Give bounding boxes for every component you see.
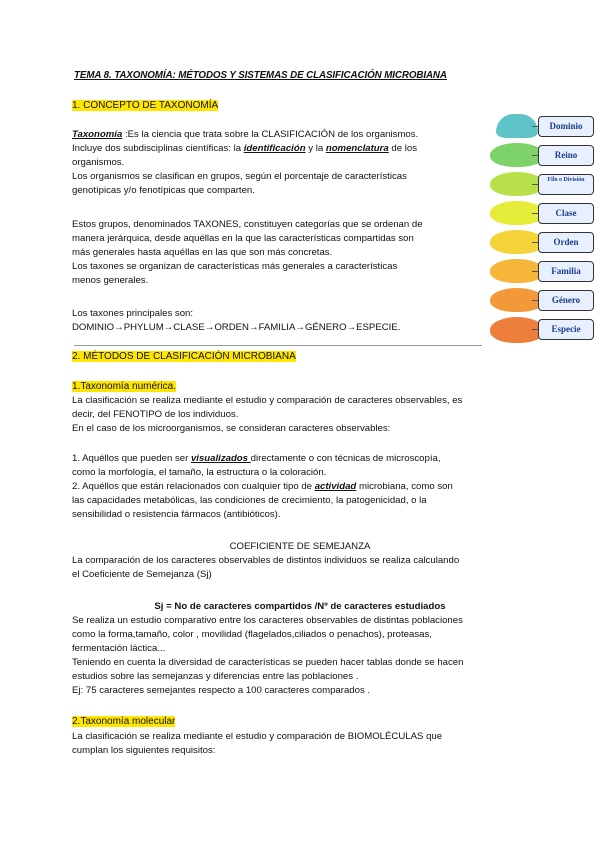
term-actividad: actividad <box>314 481 357 492</box>
coeficiente-paragraph: La comparación de los caracteres observables de distintos individuos se realiza calculando el Coeficiente de Semejanza (Sj) <box>72 555 460 580</box>
tier-dominio: Dominio <box>482 112 596 140</box>
tier-filo: Filo o División <box>482 170 596 198</box>
subsection-taxonomia-numerica: 1.Taxonomía numérica. <box>72 381 176 392</box>
term-nomenclatura: nomenclatura <box>325 143 389 154</box>
section2-heading: 2. MÉTODOS DE CLASIFICACIÓN MICROBIANA <box>72 351 296 362</box>
divider <box>74 345 482 346</box>
formula: Sj = No de caracteres compartidos /Nº de caracteres estudiados <box>154 601 446 612</box>
taxones-paragraph: Estos grupos, denominados TAXONES, constituyen categorías que se ordenan de manera jerárquica, desde aquéllas en la que las características compartidas son más generales hasta aquéllas en las que son más concretas. Los taxones se organizan de características más generales a características menos generales. <box>72 219 423 286</box>
caracteres-list: 1. Aquéllos que pueden ser visualizados directamente o con técnicas de microscopía, como la morfología, el tamaño, la estructura o la coloración. 2. Aquéllos que están relacionados con cualquier tipo de actividad microbiana, como son las capacidades metabólicas, las condiciones de crecimiento, la patogenicidad, o la sensibilidad o resistencia fármacos (antibióticos). <box>72 453 453 520</box>
tier-reino: Reino <box>482 141 596 169</box>
taxonomy-hierarchy-figure <box>482 112 596 348</box>
formula-explanation: Se realiza un estudio comparativo entre los caracteres observables de distintas poblaciones como la forma,tamaño, color , movilidad (flagelados,ciliados o penachos), proteasas, fermentación láctica... Teniendo en cuenta la diversidad de características se pueden hacer tablas donde se hacen estudios sobre las semejanzas y diferencias entre las poblaciones . Ej: 75 caracteres semejantes respecto a 100 caracteres comparados . <box>72 615 464 696</box>
section1-heading: 1. CONCEPTO DE TAXONOMÍA <box>72 100 219 111</box>
tier-genero: Género <box>482 286 596 314</box>
tier-orden: Orden <box>482 228 596 256</box>
term-visualizados: visualizados <box>190 453 251 464</box>
subsection-taxonomia-molecular: 2.Taxonomía molecular <box>72 716 176 727</box>
tier-familia: Familia <box>482 257 596 285</box>
taxones-principales: Los taxones principales son: DOMINIO→PHYLUM→CLASE→ORDEN→FAMILIA→GÉNERO→ESPECIE. <box>72 308 401 333</box>
term-identificacion: identificación <box>243 143 306 154</box>
term-taxonomia: Taxonomía <box>72 129 123 140</box>
page-title: TEMA 8. TAXONOMÍA: MÉTODOS Y SISTEMAS DE CLASIFICACIÓN MICROBIANA <box>74 70 447 81</box>
tier-clase: Clase <box>482 199 596 227</box>
numerica-paragraph: La clasificación se realiza mediante el estudio y comparación de caracteres observables, es decir, del FENOTIPO de los individuos. En el caso de los microorganismos, se consideran caracteres observables: <box>72 395 463 434</box>
coeficiente-title: COEFICIENTE DE SEMEJANZA <box>229 541 371 552</box>
tier-especie: Especie <box>482 315 596 343</box>
molecular-paragraph: La clasificación se realiza mediante el estudio y comparación de BIOMOLÉCULAS que cumplan los siguientes requisitos: <box>72 731 443 756</box>
section1-paragraph: Taxonomía :Es la ciencia que trata sobre la CLASIFICACIÓN de los organismos. Incluye dos subdisciplinas científicas: la identificación y la nomenclatura de los organismos. Los organismos se clasifican en grupos, según el porcentaje de características genotípicas y/o fenotípicas que comparten. <box>72 129 419 196</box>
